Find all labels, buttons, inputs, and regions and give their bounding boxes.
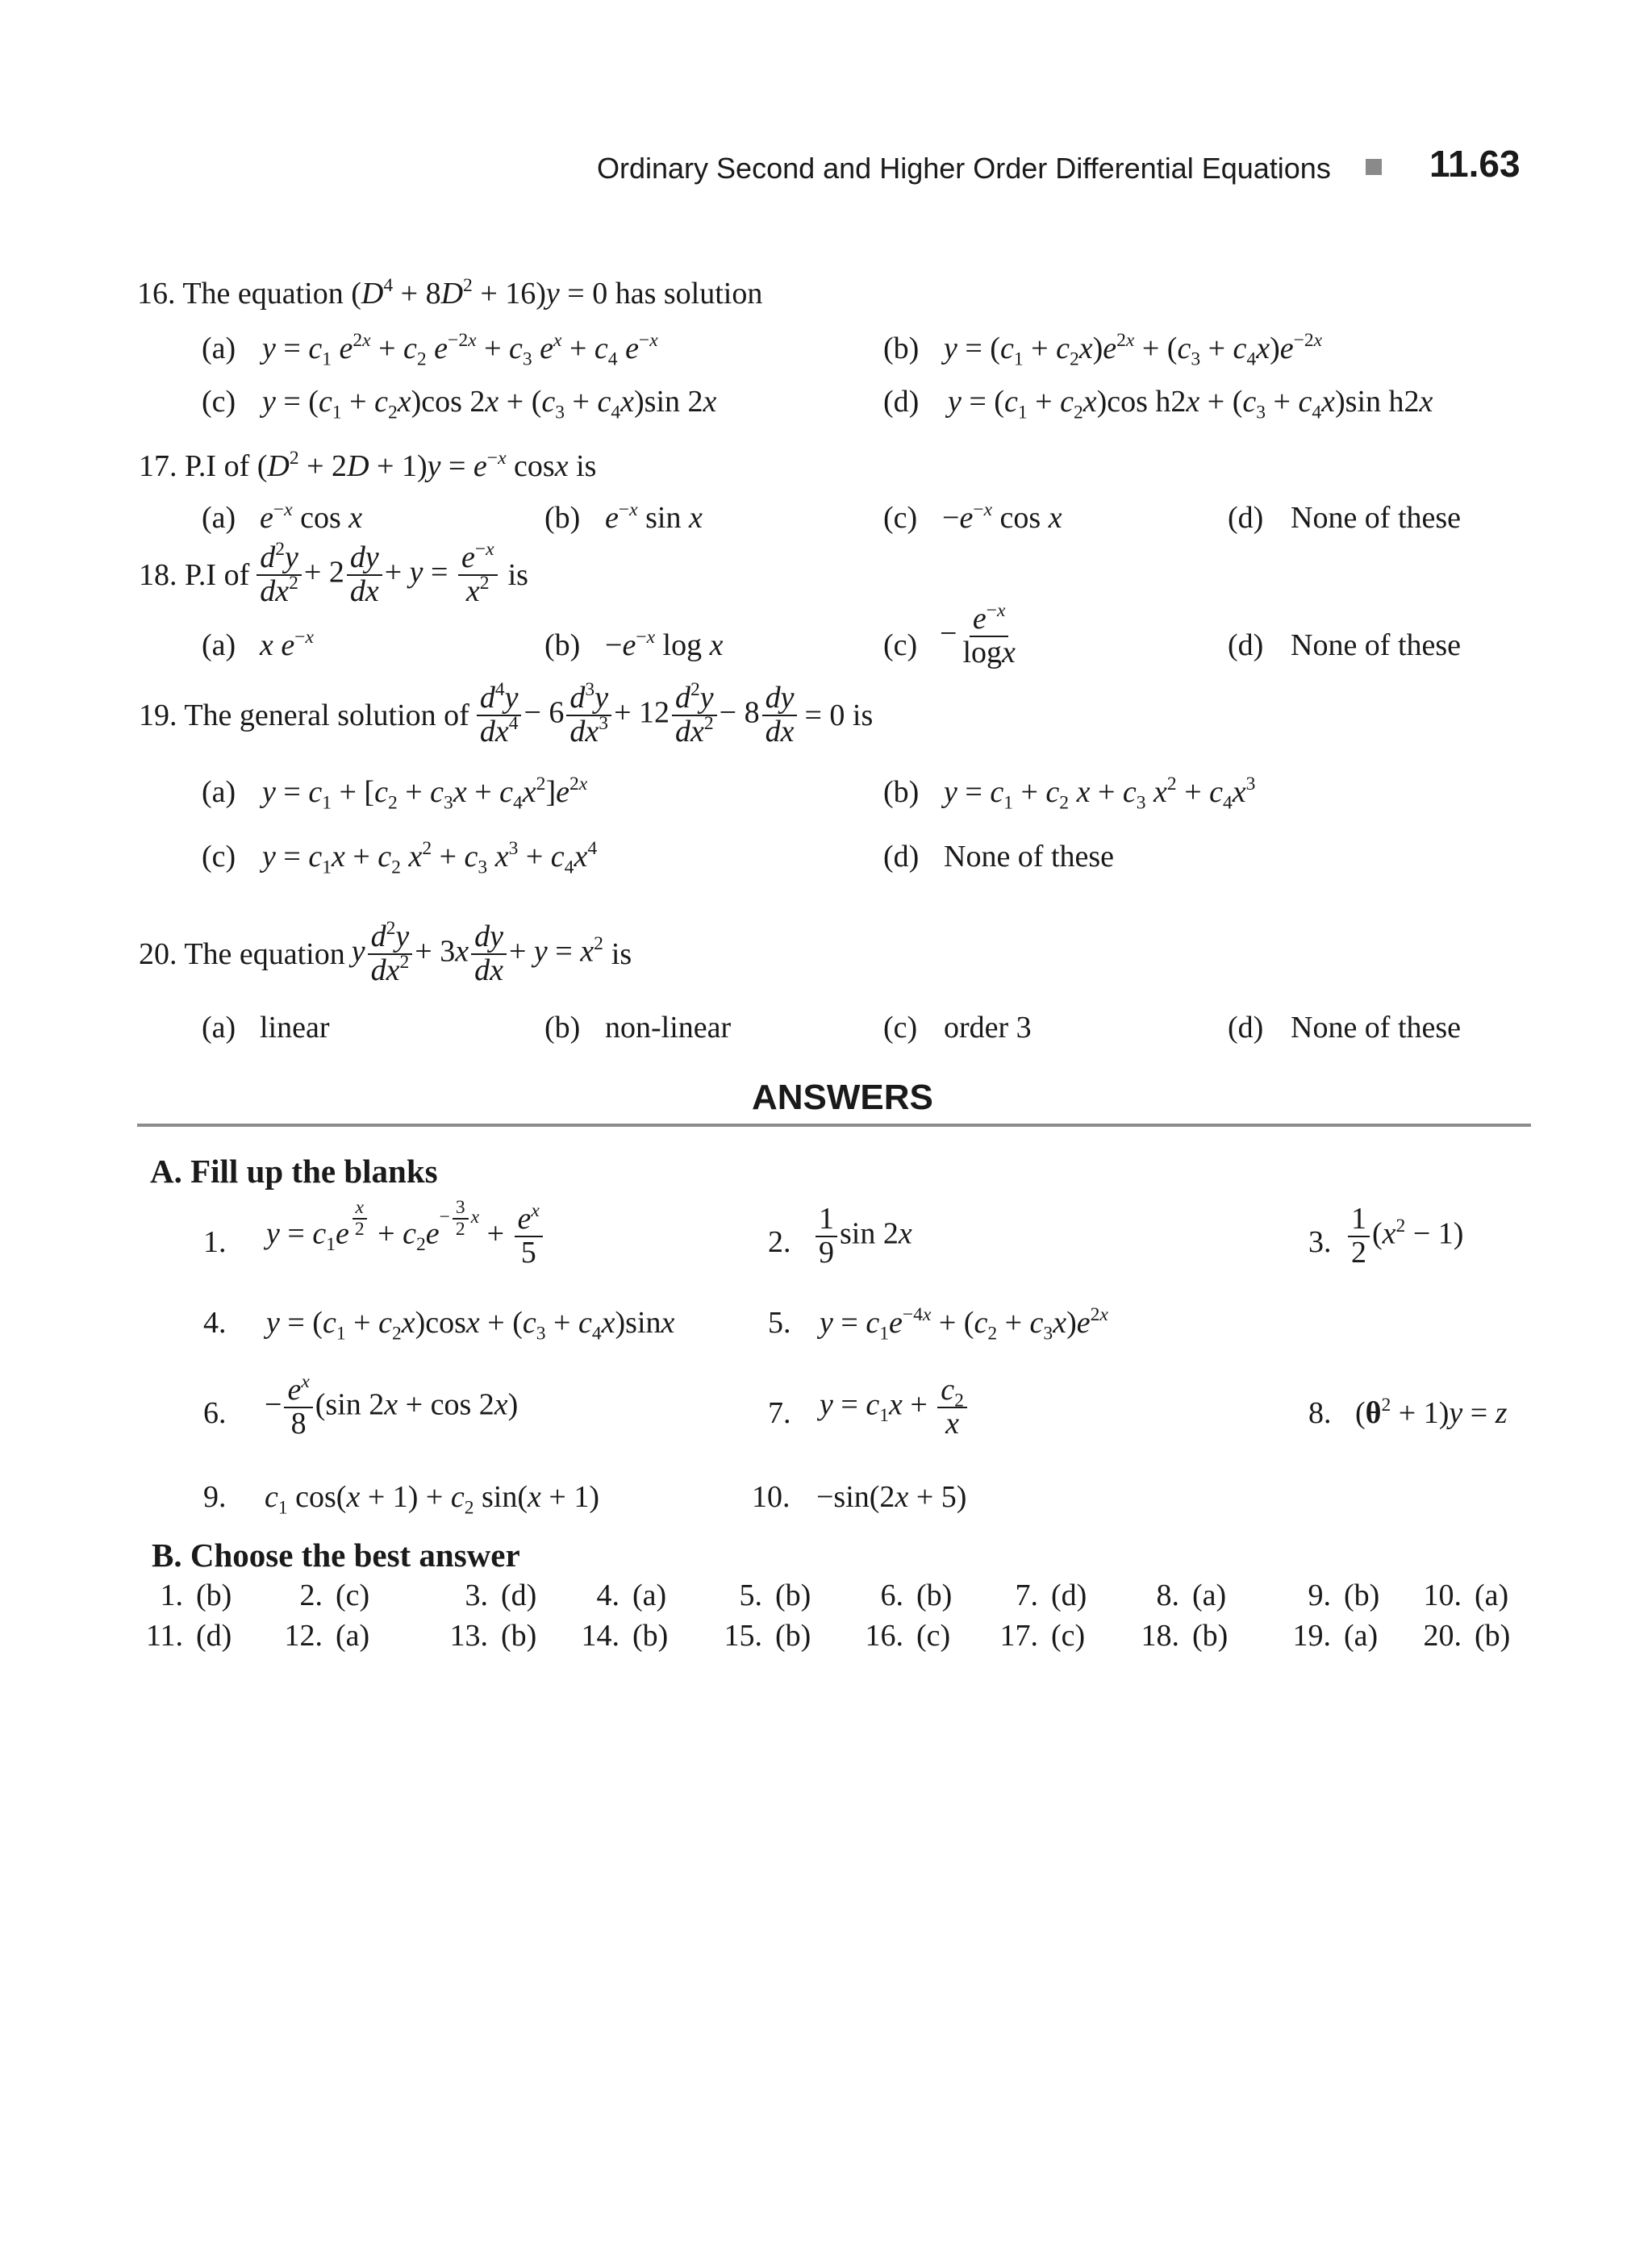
q17-suffix: is <box>576 449 597 483</box>
answer-a-2-number: 2. <box>768 1225 791 1259</box>
answers-divider <box>137 1124 1531 1127</box>
answer-b-number: 9. <box>1308 1578 1331 1612</box>
answer-b-choice: (d) <box>501 1578 537 1612</box>
answer-b-number: 17. <box>999 1619 1038 1653</box>
answer-b-number: 16. <box>865 1619 903 1653</box>
q16-equation: $(D^4 + 8D^2 + 16)y = 0$ <box>351 275 608 311</box>
q20-option-a: linear <box>260 1011 330 1045</box>
answer-a-2: $\frac{1}{9}$ sin 2x <box>813 1203 912 1270</box>
q18-option-a: x $e^{-x}$ <box>260 627 314 662</box>
answer-a-9-number: 9. <box>203 1480 227 1514</box>
q20-suffix: is <box>611 936 632 971</box>
question-16-stem <box>137 276 762 311</box>
question-17-stem <box>139 448 596 484</box>
q19-equation: $\frac{d^4y}{dx^4}$ − 6 $\frac{d^3y}{dx^3}$ + 12 $\frac{d^2y}{dx^2}$ − 8 $\frac{dy}{dx}$ <box>474 682 800 749</box>
answer-b-choice: (a) <box>632 1578 667 1612</box>
answer-b-choice: (a) <box>336 1619 370 1653</box>
answer-b-choice: (b) <box>501 1619 537 1653</box>
q19-option-d-label: (d) <box>883 840 920 874</box>
answer-b-number: 6. <box>880 1578 903 1612</box>
q19-option-c: $y = c_1x + c_2$ $x^2 + c_3$ $x^3 + c_4x^4$ <box>262 838 598 878</box>
answer-b-number: 14. <box>581 1619 620 1653</box>
answer-b-number: 3. <box>465 1578 488 1612</box>
q19-option-a: $y = c_1 + [c_2 + c_3x + c_4x^2]e^{2x}$ <box>262 774 588 814</box>
q16-option-d: $y = (c_1 + c_2x)\cos$ $h2x + (c_3 + c_4x)\sin$ h2x <box>948 385 1433 423</box>
q18-option-a-label: (a) <box>202 628 236 662</box>
q16-option-a-label: (a) <box>202 332 236 365</box>
section-b-title: B. Choose the best answer <box>152 1537 520 1574</box>
chapter-title: Ordinary Second and Higher Order Differential Equations <box>597 152 1331 185</box>
answer-b-choice: (c) <box>1051 1619 1086 1653</box>
q18-option-b: $-e^{-x}$ log x <box>605 627 724 662</box>
answer-a-10: −sin(2x + 5) <box>816 1480 967 1514</box>
answer-b-number: 2. <box>299 1578 323 1612</box>
answer-a-8-number: 8. <box>1308 1396 1332 1430</box>
answer-a-6: − $\frac{e^x}{8}$ (sin 2x + cos 2x) <box>265 1371 519 1441</box>
answer-b-choice: (b) <box>196 1578 232 1612</box>
answer-b-choice: (a) <box>1192 1578 1227 1612</box>
section-a-title: A. Fill up the blanks <box>150 1153 438 1190</box>
q20-option-b-label: (b) <box>544 1011 581 1045</box>
q18-prefix: 18. P.I of <box>139 557 250 592</box>
q20-option-b: non-linear <box>605 1011 732 1045</box>
answers-heading: ANSWERS <box>752 1078 933 1117</box>
q18-option-c: − $\frac{e^{-x}}{\log x}$ <box>940 600 1016 669</box>
q17-equation: $(D^2 + 2D + 1)y = e^{-x}$ cosx <box>257 448 569 483</box>
answer-a-3: $\frac{1}{2}$ $(x^2 - 1)$ <box>1345 1203 1463 1270</box>
question-18-stem <box>139 539 528 608</box>
q19-prefix: 19. The general solution of <box>139 698 469 732</box>
q20-option-c-label: (c) <box>883 1011 918 1045</box>
answer-b-number: 20. <box>1423 1619 1462 1653</box>
answer-b-choice: (b) <box>775 1578 811 1612</box>
q18-option-d: None of these <box>1291 628 1462 662</box>
q16-option-b-label: (b) <box>883 332 920 365</box>
q19-option-d: None of these <box>944 840 1115 874</box>
answer-b-number: 11. <box>145 1619 183 1653</box>
q18-option-c-label: (c) <box>883 628 918 662</box>
q20-option-a-label: (a) <box>202 1011 236 1045</box>
q20-equation: y $\frac{d^2y}{dx^2}$ + 3x $\frac{dy}{dx}$ + $y = x^2$ <box>351 918 603 987</box>
answer-a-7-number: 7. <box>768 1396 791 1430</box>
q18-option-d-label: (d) <box>1228 628 1264 662</box>
answer-b-choice: (b) <box>1475 1619 1511 1653</box>
answer-a-1-number: 1. <box>203 1225 227 1259</box>
answer-b-number: 13. <box>449 1619 488 1653</box>
q19-option-c-label: (c) <box>202 840 236 874</box>
answer-a-4-number: 4. <box>203 1306 227 1340</box>
q17-option-a-label: (a) <box>202 501 236 535</box>
answer-b-number: 1. <box>160 1578 183 1612</box>
q16-suffix: has solution <box>615 277 763 311</box>
q19-option-b: $y = c_1 + c_2$ $x + c_3$ $x^2 + c_4x^3$ <box>944 774 1256 814</box>
q16-option-c-label: (c) <box>202 385 236 419</box>
answer-a-5-number: 5. <box>768 1306 791 1340</box>
answer-b-choice: (b) <box>916 1578 953 1612</box>
answer-b-choice: (b) <box>632 1619 669 1653</box>
answer-b-choice: (c) <box>916 1619 951 1653</box>
answer-b-choice: (b) <box>775 1619 811 1653</box>
answer-b-number: 18. <box>1141 1619 1179 1653</box>
question-20-stem <box>139 918 632 987</box>
q17-prefix: 17. P.I of <box>139 449 250 483</box>
page-number: 11.63 <box>1429 143 1521 185</box>
answer-b-choice: (d) <box>196 1619 232 1653</box>
answer-b-choice: (a) <box>1344 1619 1379 1653</box>
q20-option-d-label: (d) <box>1228 1011 1264 1045</box>
q17-option-c: $-e^{-x}$ cos x <box>942 499 1062 535</box>
q19-option-b-label: (b) <box>883 775 920 809</box>
q17-option-b-label: (b) <box>544 501 581 535</box>
q16-option-b: $y = (c_1 + c_2x)e^{2x} + (c_3 + c_4x)e^{-2x}$ <box>944 330 1323 370</box>
answer-b-choice: (c) <box>336 1578 370 1612</box>
q17-option-d-label: (d) <box>1228 501 1264 535</box>
answer-a-1: $y = c_1e$ $^{\frac{x}{2}}$ + $c_2e^{- \frac{3}{2} x}$ + $\frac{e^x}{5}$ <box>266 1203 545 1270</box>
header-square-icon <box>1366 159 1382 175</box>
answer-b-number: 8. <box>1156 1578 1179 1612</box>
answer-b-number: 15. <box>724 1619 762 1653</box>
answer-b-number: 19. <box>1292 1619 1331 1653</box>
question-19-stem <box>139 679 874 749</box>
q20-option-c: order 3 <box>944 1011 1032 1045</box>
answer-b-choice: (b) <box>1192 1619 1229 1653</box>
answer-b-number: 10. <box>1423 1578 1462 1612</box>
answer-b-choice: (d) <box>1051 1578 1087 1612</box>
answer-b-choice: (a) <box>1475 1578 1509 1612</box>
q17-option-c-label: (c) <box>883 501 918 535</box>
answer-a-9: $c_1$ $\cos(x + 1) + c_2$ sin(x + 1) <box>265 1480 599 1519</box>
q16-prefix: 16. The equation <box>137 277 344 311</box>
q17-option-a: $e^{-x}$ cos x <box>260 499 363 535</box>
answer-a-6-number: 6. <box>203 1396 227 1430</box>
q18-option-b-label: (b) <box>544 628 581 662</box>
q17-option-b: $e^{-x}$ sin x <box>605 499 703 535</box>
q19-suffix: = 0 is <box>804 698 874 732</box>
answer-a-7: $y = c_1x$ + $\frac{c_2}{x}$ <box>820 1374 970 1441</box>
q16-option-c: $y = (c_1 + c_2x)\cos$ $2x + (c_3 + c_4x)\sin$ 2x <box>262 385 717 423</box>
answer-b-number: 7. <box>1015 1578 1038 1612</box>
answer-a-4: $y = (c_1 + c_2x)\cos x + (c_3 + c_4x)\sin x$ <box>266 1306 675 1345</box>
q17-option-d: None of these <box>1291 501 1462 535</box>
answer-a-10-number: 10. <box>752 1480 791 1514</box>
q16-option-d-label: (d) <box>883 385 920 419</box>
answer-a-3-number: 3. <box>1308 1225 1332 1259</box>
answer-b-number: 4. <box>596 1578 620 1612</box>
q19-option-a-label: (a) <box>202 775 236 809</box>
q18-suffix: is <box>507 557 528 592</box>
q16-option-a: $y = c_1$ $e^{2x} + c_2$ $e^{-2x} + c_3$ $e^x + c_4$ $e^{-x}$ <box>262 330 658 370</box>
answer-b-number: 12. <box>284 1619 323 1653</box>
answer-b-choice: (b) <box>1344 1578 1380 1612</box>
q18-equation: $\frac{d^2y}{dx^2}$ + 2 $\frac{dy}{dx}$ + y = $\frac{e^{-x}}{x^2}$ <box>254 542 499 608</box>
answer-a-5: $y = c_1e^{-4x} + (c_2 + c_3x)e^{2x}$ <box>820 1304 1108 1345</box>
answer-a-8: $(\theta^2 + 1)y = z$ <box>1355 1395 1508 1430</box>
q20-option-d: None of these <box>1291 1011 1462 1045</box>
answer-b-number: 5. <box>739 1578 762 1612</box>
q20-prefix: 20. The equation <box>139 936 345 971</box>
